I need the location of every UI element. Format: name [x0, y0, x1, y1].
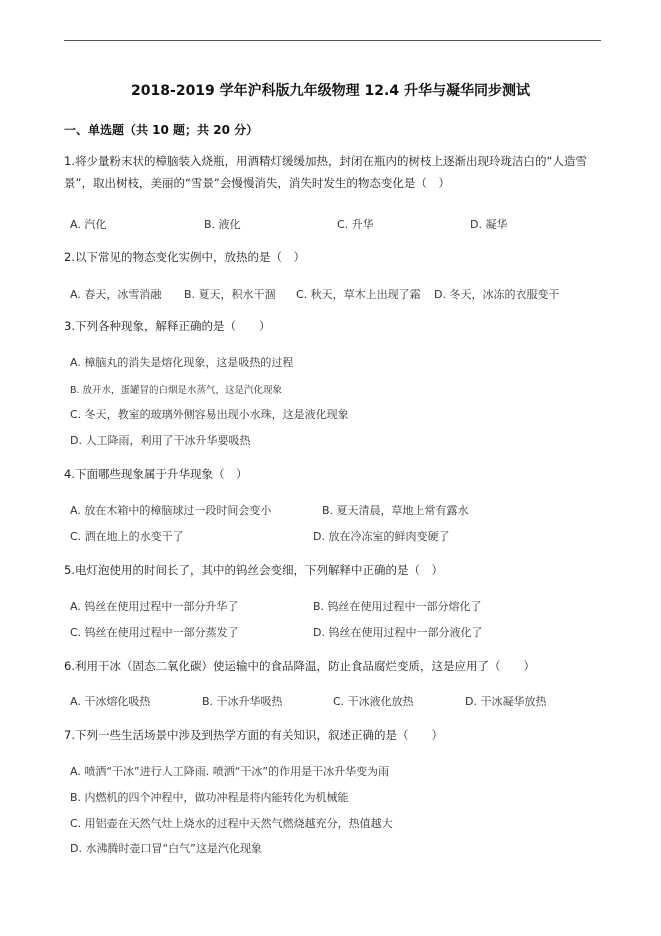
question-4-option-a: A. 放在木箱中的樟脑球过一段时间会变小: [70, 504, 272, 517]
question-5-option-a: A. 钨丝在使用过程中一部分升华了: [70, 600, 239, 613]
question-2-stem: 2.以下常见的物态变化实例中，放热的是（ ）: [64, 250, 305, 264]
question-6-option-b: B. 干冰升华吸热: [202, 695, 283, 708]
question-7-option-a: A. 喷洒“干冰”进行人工降雨. 喷洒“干冰”的作用是干冰升华变为雨: [70, 765, 390, 778]
question-7-option-d: D. 水沸腾时壶口冒“白气”这是汽化现象: [70, 842, 262, 855]
question-5-option-c: C. 钨丝在使用过程中一部分蒸发了: [70, 626, 239, 639]
question-6-option-c: C. 干冰液化放热: [333, 695, 414, 708]
question-3-stem: 3.下列各种现象，解释正确的是（ ）: [64, 319, 271, 333]
section-heading: 一、单选题（共 10 题；共 20 分）: [64, 123, 259, 137]
question-4-option-b: B. 夏天清晨，草地上常有露水: [322, 504, 469, 517]
question-3-option-c: C. 冬天，教室的玻璃外侧容易出现小水珠，这是液化现象: [70, 408, 349, 421]
question-3-option-a: A. 樟脑丸的消失是熔化现象，这是吸热的过程: [70, 356, 294, 369]
question-6-stem: 6.利用干冰（固态二氧化碳）使运输中的食品降温，防止食品腐烂变质，这是应用了（ ）: [64, 659, 535, 673]
question-1-option-c: C. 升华: [337, 218, 374, 231]
question-1-option-a: A. 汽化: [70, 218, 107, 231]
page-title: 2018-2019 学年沪科版九年级物理 12.4 升华与凝华同步测试: [131, 83, 530, 99]
question-4-stem: 4.下面哪些现象属于升华现象（ ）: [64, 467, 248, 481]
header-rule: [64, 40, 601, 41]
question-2-option-b: B. 夏天，积水干涸: [184, 288, 276, 301]
question-6-option-a: A. 干冰熔化吸热: [70, 695, 151, 708]
question-2-option-a: A. 春天，冰雪消融: [70, 288, 162, 301]
question-5-option-d: D. 钨丝在使用过程中一部分液化了: [313, 626, 483, 639]
question-4-option-c: C. 洒在地上的水变干了: [70, 530, 184, 543]
question-1-stem-line1: 1.将少量粉末状的樟脑装入烧瓶，用酒精灯缓缓加热，封闭在瓶内的树枝上逐渐出现玲珑洁白的“人造雪: [64, 154, 587, 168]
question-5-stem: 5.电灯泡使用的时间长了，其中的钨丝会变细，下列解释中正确的是（ ）: [64, 563, 443, 577]
question-3-option-d: D. 人工降雨，利用了干冰升华要吸热: [70, 434, 251, 447]
question-7-option-b: B. 内燃机的四个冲程中，做功冲程是将内能转化为机械能: [70, 791, 349, 804]
question-7-option-c: C. 用铝壶在天然气灶上烧水的过程中天然气燃烧越充分，热值越大: [70, 817, 393, 830]
question-1-option-b: B. 液化: [204, 218, 241, 231]
question-2-option-c: C. 秋天，草木上出现了霜: [296, 288, 421, 301]
question-5-option-b: B. 钨丝在使用过程中一部分熔化了: [313, 600, 482, 613]
question-1-stem: [64, 150, 604, 194]
question-7-stem: 7.下列一些生活场景中涉及到热学方面的有关知识，叙述正确的是（ ）: [64, 728, 443, 742]
question-1-option-d: D. 凝华: [470, 218, 508, 231]
question-6-option-d: D. 干冰凝华放热: [465, 695, 547, 708]
question-2-option-d: D. 冬天，冰冻的衣服变干: [434, 288, 560, 301]
question-1-stem-line2: 景”，取出树枝，美丽的“雪景”会慢慢消失，消失时发生的物态变化是（ ）: [64, 176, 450, 190]
question-4-option-d: D. 放在冷冻室的鲜肉变硬了: [313, 530, 450, 543]
question-3-option-b: B. 放开水，蛋罐冒的白烟是水蒸气，这是汽化现象: [70, 385, 283, 396]
